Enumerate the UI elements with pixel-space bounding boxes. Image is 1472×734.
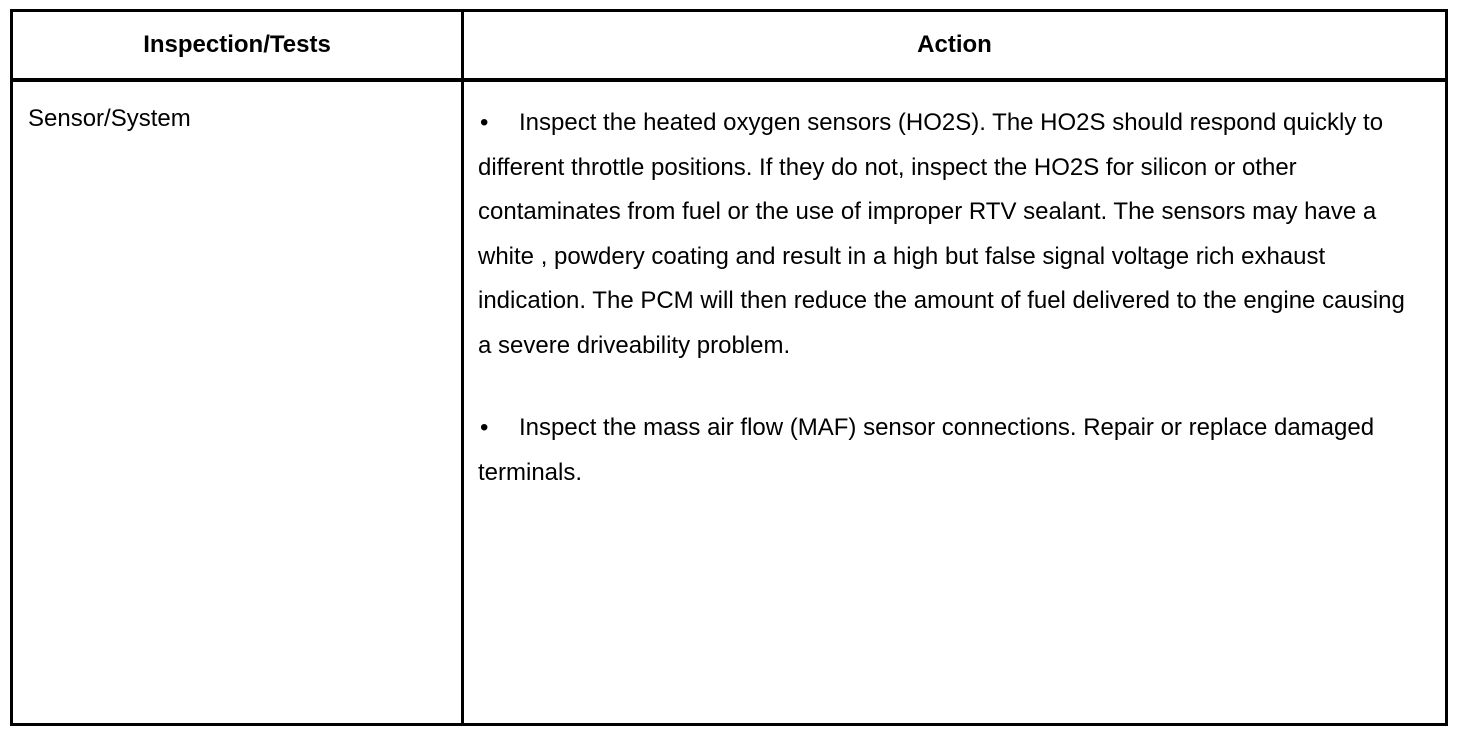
cell-actions — [478, 101, 1408, 495]
column-divider — [461, 12, 464, 723]
action-item — [478, 406, 1408, 495]
cell-test-name: Sensor/System — [28, 105, 191, 132]
action-item — [478, 101, 1408, 368]
action-text: Inspect the mass air flow (MAF) sensor connections. Repair or replace damaged terminals. — [478, 414, 1375, 486]
bullet-icon: • — [480, 414, 489, 441]
header-inspection-tests: Inspection/Tests — [143, 31, 331, 58]
header-divider — [13, 78, 1445, 82]
bullet-icon: • — [480, 109, 489, 136]
inspection-table — [10, 9, 1448, 726]
action-text: Inspect the heated oxygen sensors (HO2S). The HO2S should respond quickly to different throttle positions. If they do not, inspect the HO2S for silicon or other contaminates from fuel or the use of improper RTV sealant. The sensors may have a white , powdery coating and result in a high but false signal voltage rich exhaust indication. The PCM will then reduce the amount of fuel delivered to the engine causing a severe driveability problem. — [478, 109, 1405, 359]
header-action: Action — [917, 31, 992, 58]
